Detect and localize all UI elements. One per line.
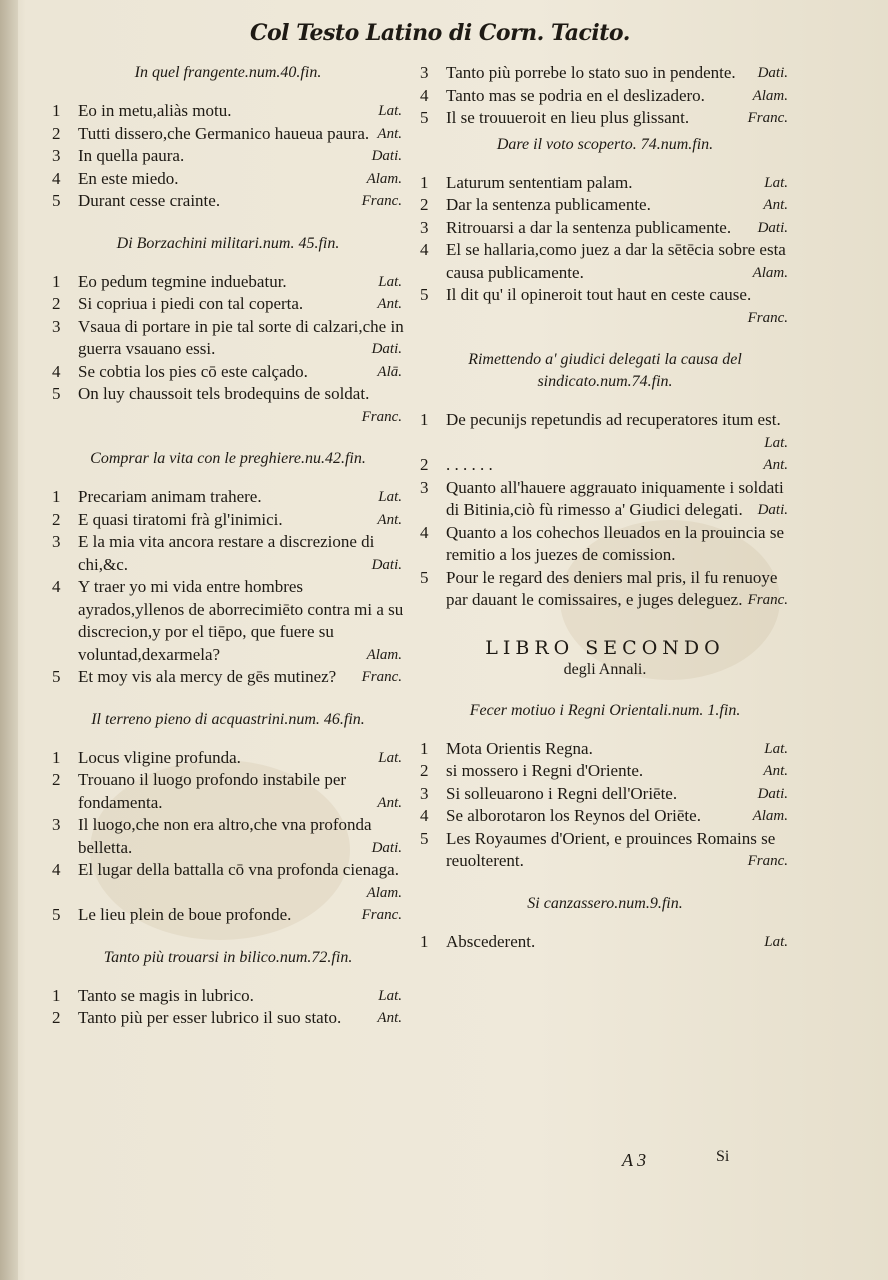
entry-text: Durant cesse crainte. (78, 191, 221, 210)
entry-number: 4 (52, 860, 61, 879)
text-entry (52, 486, 404, 509)
entry-text: Precariam animam trahere. (78, 487, 262, 506)
entry-text: Tanto più per esser lubrico il suo stato. (78, 1008, 342, 1027)
text-entry (420, 522, 790, 567)
entry-number: 2 (420, 761, 429, 780)
entry-number: 2 (52, 123, 61, 143)
language-tag: Franc. (747, 592, 788, 608)
entry-number: 4 (420, 806, 429, 825)
language-tag: Lat. (764, 933, 788, 950)
language-tag: Lat. (378, 273, 402, 290)
entry-number: 2 (420, 455, 429, 474)
text-entry (52, 509, 404, 532)
language-tag: Ant. (763, 197, 788, 213)
language-tag: Franc. (747, 853, 788, 869)
entry-text: Se cobtia los pies cō este calçado. (78, 361, 308, 381)
entry-text: El lugar della battalla cō vna profonda cienaga. (78, 860, 399, 879)
entry-text: Vsaua di portare in pie tal sorte di calzari,che in guerra vsauano essi. (78, 316, 404, 358)
entry-number: 4 (52, 577, 61, 596)
entry-text: si mossero i Regni d'Oriente. (446, 761, 644, 780)
text-entry (420, 477, 790, 522)
entry-text: Quanto a los cohechos lleuados en la prouincia se remitio a los juezes de comission. (446, 522, 785, 564)
entry-number: 5 (52, 191, 61, 210)
right-column (420, 62, 790, 973)
text-entry (420, 107, 790, 130)
language-tag: Lat. (378, 749, 402, 766)
entry-number: 3 (420, 217, 429, 237)
language-tag: Alam. (366, 884, 402, 901)
section-heading: Comprar la vita con le preghiere.nu.42.fin. (90, 450, 366, 467)
entry-text: Eo in metu,aliàs motu. (78, 101, 232, 120)
entry-number: 1 (420, 738, 429, 758)
entry-number: 2 (52, 770, 61, 789)
language-tag: Alam. (366, 170, 402, 187)
text-entry (420, 85, 790, 108)
language-tag: Alam. (752, 87, 788, 104)
text-entry (52, 383, 404, 428)
entry-text: Mota Orientis Regna. (446, 738, 593, 758)
entry-number: 2 (52, 509, 61, 529)
text-entry (52, 168, 404, 191)
entry-text: Abscederent. (446, 931, 536, 951)
entry-number: 3 (52, 815, 61, 834)
entry-number: 5 (52, 667, 61, 686)
entry-number: 5 (52, 905, 61, 924)
language-tag: Franc. (361, 408, 402, 425)
text-entry (420, 239, 790, 284)
entry-number: 1 (52, 747, 61, 767)
text-entry (420, 284, 790, 329)
entry-number: 1 (420, 172, 429, 192)
entry-number: 4 (420, 522, 429, 542)
entry-text: Et moy vis ala mercy de gēs mutinez? (78, 667, 337, 686)
section-heading: Di Borzachini militari.num. 45.fin. (116, 234, 340, 252)
text-entry (52, 361, 404, 384)
text-entry (52, 123, 404, 146)
language-tag: Ant. (377, 296, 402, 312)
text-entry (420, 217, 790, 240)
language-tag: Alam. (752, 264, 788, 281)
entry-number: 5 (420, 567, 429, 587)
entry-text: Le lieu plein de boue profonde. (78, 905, 292, 924)
language-tag: Dati. (757, 502, 788, 518)
section-heading: Dare il voto scoperto. 74.num.fin. (496, 135, 714, 153)
section-heading: Si canzassero.num.9.fin. (527, 894, 683, 912)
section-heading: In quel frangente.num.40.fin. (134, 64, 322, 81)
text-entry (52, 666, 404, 689)
entry-text: Il luogo,che non era altro,che vna profonda belletta. (78, 815, 372, 857)
language-tag: Dati. (757, 65, 788, 81)
language-tag: Franc. (361, 193, 402, 209)
entry-number: 3 (52, 146, 61, 165)
page-gutter (0, 0, 18, 1280)
entry-text: Pour le regard des deniers mal pris, il fu renuoye par dauant le comissaires, e juges deleguez. (446, 567, 778, 609)
entry-number: 1 (420, 931, 429, 951)
text-entry (52, 531, 404, 576)
entry-number: 5 (420, 828, 429, 848)
book-subtitle: degli Annali. (563, 660, 647, 678)
text-entry (52, 293, 404, 316)
text-entry (420, 62, 790, 85)
text-entry (420, 409, 790, 454)
entry-number: 2 (52, 1008, 61, 1027)
text-entry (420, 828, 790, 873)
language-tag: Ant. (763, 457, 788, 473)
section-heading: Rimettendo a' giudici delegati la causa del sindicato.num.74.fin. (468, 351, 742, 390)
language-tag: Lat. (764, 740, 788, 757)
entry-number: 3 (420, 477, 429, 497)
language-tag: Lat. (378, 987, 402, 1004)
entry-text: E la mia vita ancora restare a discrezione di chi,&c. (78, 532, 375, 574)
left-column (52, 62, 404, 1050)
text-entry (420, 760, 790, 783)
language-tag: Dati. (757, 785, 788, 802)
section-heading: Fecer motiuo i Regni Orientali.num. 1.fin. (469, 701, 741, 719)
text-entry (420, 783, 790, 806)
language-tag: Ant. (377, 511, 402, 528)
language-tag: Dati. (371, 556, 402, 573)
language-tag: Ant. (377, 1010, 402, 1026)
entry-text: Si solleuarono i Regni dell'Oriēte. (446, 783, 678, 803)
text-entry (52, 814, 404, 859)
entry-text: Tanto più porrebe lo stato suo in pendente. (446, 63, 736, 82)
entry-text: . . . . . . (446, 455, 493, 474)
entry-text: E quasi tiratomi frà gl'inimici. (78, 509, 283, 529)
catchword: Si (716, 1148, 730, 1165)
language-tag: Ant. (763, 763, 788, 779)
running-head: Col Testo Latino di Corn. Tacito. (250, 20, 630, 46)
entry-number: 4 (52, 361, 61, 381)
language-tag: Franc. (747, 309, 788, 326)
entry-number: 1 (52, 271, 61, 291)
text-entry (52, 145, 404, 168)
language-tag: Dati. (371, 148, 402, 164)
text-entry (420, 931, 790, 954)
entry-text: Locus vligine profunda. (78, 747, 241, 767)
text-entry (52, 859, 404, 904)
text-entry (52, 190, 404, 213)
language-tag: Ant. (377, 794, 402, 811)
entry-text: Il dit qu' il opineroit tout haut en ceste cause. (446, 285, 752, 304)
language-tag: Franc. (361, 907, 402, 923)
entry-text: Laturum sententiam palam. (446, 172, 633, 192)
entry-text: In quella paura. (78, 146, 185, 165)
entry-text: On luy chaussoit tels brodequins de soldat. (78, 384, 370, 403)
entry-number: 5 (52, 384, 61, 403)
entry-text: Se alborotaron los Reynos del Oriēte. (446, 806, 701, 825)
entry-text: De pecunijs repetundis ad recuperatores itum est. (446, 410, 781, 429)
language-tag: Dati. (757, 219, 788, 236)
section-heading: Il terreno pieno di acquastrini.num. 46.fin. (91, 710, 365, 728)
language-tag: Ant. (377, 125, 402, 142)
text-entry (52, 576, 404, 666)
text-entry (420, 805, 790, 828)
section-heading: Tanto più trouarsi in bilico.num.72.fin. (103, 948, 353, 966)
language-tag: Lat. (764, 174, 788, 191)
text-entry (52, 316, 404, 361)
text-entry (420, 454, 790, 477)
entry-text: En este miedo. (78, 168, 179, 188)
entry-number: 4 (52, 168, 61, 188)
entry-text: Il se trouueroit en lieu plus glissant. (446, 108, 690, 127)
entry-text: Ritrouarsi a dar la sentenza publicamente. (446, 217, 732, 237)
book-title: LIBRO SECONDO (485, 636, 725, 659)
language-tag: Lat. (378, 489, 402, 505)
entry-number: 1 (420, 410, 429, 429)
language-tag: Lat. (378, 103, 402, 119)
text-entry (52, 100, 404, 123)
text-entry (420, 738, 790, 761)
signature-mark: A 3 (622, 1150, 647, 1170)
entry-number: 1 (52, 487, 61, 506)
entry-text: Eo pedum tegmine induebatur. (78, 271, 287, 291)
language-tag: Dati. (371, 341, 402, 357)
entry-number: 4 (420, 85, 429, 105)
entry-text: Si copriua i piedi con tal coperta. (78, 294, 304, 313)
entry-number: 2 (420, 195, 429, 214)
entry-text: Les Royaumes d'Orient, e prouinces Romains se reuolterent. (446, 828, 776, 870)
text-entry (52, 985, 404, 1008)
text-entry (420, 194, 790, 217)
entry-number: 3 (420, 63, 429, 82)
entry-text: El se hallaria,como juez a dar la sētēcia sobre esta causa publicamente. (446, 240, 786, 282)
entry-number: 3 (52, 532, 61, 551)
entry-number: 3 (52, 316, 61, 336)
entry-number: 3 (420, 783, 429, 803)
text-entry (420, 172, 790, 195)
entry-text: Quanto all'hauere aggrauato iniquamente i soldati di Bitinia,ciò fù rimesso a' Giudici delegati. (446, 477, 784, 519)
language-tag: Franc. (361, 669, 402, 685)
entry-number: 4 (420, 240, 429, 259)
language-tag: Alam. (366, 646, 402, 663)
entry-text: Tanto se magis in lubrico. (78, 985, 254, 1005)
text-entry (52, 271, 404, 294)
language-tag: Franc. (747, 110, 788, 126)
language-tag: Lat. (764, 434, 788, 451)
entry-text: Tutti dissero,che Germanico haueua paura. (78, 123, 370, 143)
text-entry (52, 769, 404, 814)
entry-text: Trouano il luogo profondo instabile per fondamenta. (78, 770, 347, 812)
entry-number: 1 (52, 101, 61, 120)
text-entry (420, 567, 790, 612)
entry-text: Y traer yo mi vida entre hombres ayrados,yllenos de aborrecimiēto contra mi a su discrecion,y por el tiēpo, que fuere su voluntad,dexarmela? (78, 577, 404, 664)
entry-number: 5 (420, 285, 429, 304)
text-entry (52, 1007, 404, 1030)
entry-number: 2 (52, 294, 61, 313)
language-tag: Alam. (752, 808, 788, 824)
entry-number: 5 (420, 108, 429, 127)
language-tag: Dati. (371, 839, 402, 856)
text-entry (52, 747, 404, 770)
language-tag: Alā. (377, 363, 402, 380)
text-entry (52, 904, 404, 927)
entry-number: 1 (52, 985, 61, 1005)
entry-text: Dar la sentenza publicamente. (446, 195, 651, 214)
entry-text: Tanto mas se podria en el deslizadero. (446, 85, 705, 105)
